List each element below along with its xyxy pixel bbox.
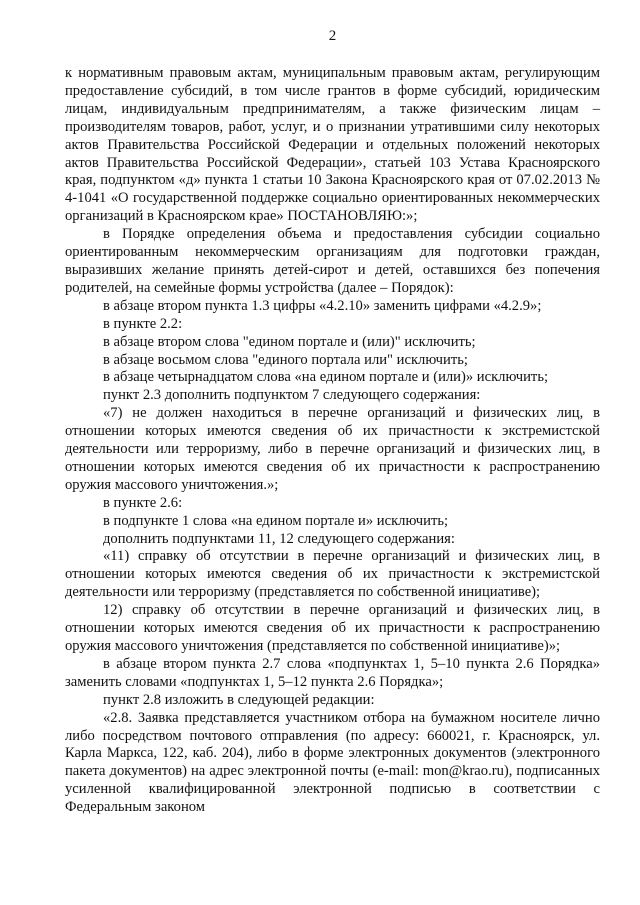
paragraph-item-2-8: пункт 2.8 изложить в следующей редакции:: [103, 691, 375, 708]
paragraph-procedure-intro: в Порядке определения объема и предоставления субсидии социально ориентированным некоммерческим организациям для подготовки граждан, выразивших желание принять детей-сирот и детей, оставшихся без попечения родителей, на семейные формы устройства (далее – Порядок):: [65, 226, 600, 296]
paragraph-subitem-7: «7) не должен находиться в перечне организаций и физических лиц, в отношении которых имеются сведения об их причастности к экстремистской деятельности или терроризму, либо в перечне организаций и физических лиц, в отношении которых имеются сведения об их причастности к распространению оружия массового уничтожения.»;: [65, 405, 600, 493]
paragraph-item-2-3: пункт 2.3 дополнить подпунктом 7 следующего содержания:: [103, 387, 481, 404]
document-body: [65, 65, 600, 817]
paragraph-item-2-2-abz8: в абзаце восьмом слова "единого портала или" исключить;: [103, 351, 468, 368]
paragraph-item-2-8-text: «2.8. Заявка представляется участником отбора на бумажном носителе лично либо посредством почтового отправления (по адресу: 660021, г. Красноярск, ул. Карла Маркса, 122, каб. 204), либо в форме электронных документов (электронного пакета документов) на адрес электронной почты (e-mail: mon@krao.ru), подписанных усиленной квалифицированной электронной подписью в соответствии с Федеральным законом: [65, 709, 600, 816]
page-number: 2: [328, 28, 337, 44]
paragraph-subitem-1: в подпункте 1 слова «на едином портале и» исключить;: [103, 512, 449, 529]
paragraph-add-subitems: дополнить подпунктами 11, 12 следующего содержания:: [103, 530, 455, 547]
paragraph-item-2-2: в пункте 2.2:: [103, 315, 183, 332]
paragraph-continuation: к нормативным правовым актам, муниципальным правовым актам, регулирующим предоставление субсидий, в том числе грантов в форме субсидий, юридическим лицам, индивидуальным предпринимателям, а также физическим лицам – производителям товаров, работ, услуг, и о признании утратившими силу некоторых актов Правительства Российской Федерации и отдельных положений некоторых актов Правительства Российской Федерации», статьей 103 Устава Красноярского края, подпунктом «д» пункта 1 статьи 10 Закона Красноярского края от 07.02.2013 № 4-1041 «О государственной поддержке социально ориентированных некоммерческих организаций в Красноярском крае» ПОСТАНОВЛЯЮ:»;: [65, 65, 600, 225]
paragraph-item-2-2-abz2: в абзаце втором слова "едином портале и (или)" исключить;: [103, 333, 476, 350]
paragraph-item-1-3: в абзаце втором пункта 1.3 цифры «4.2.10» заменить цифрами «4.2.9»;: [103, 297, 542, 314]
paragraph-item-2-6: в пункте 2.6:: [103, 494, 183, 511]
paragraph-item-2-7: в абзаце втором пункта 2.7 слова «подпунктах 1, 5–10 пункта 2.6 Порядка» заменить словами «подпунктах 1, 5–12 пункта 2.6 Порядка»;: [65, 655, 600, 690]
paragraph-item-2-2-abz14: в абзаце четырнадцатом слова «на едином портале и (или)» исключить;: [103, 369, 549, 386]
paragraph-subitem-12: 12) справку об отсутствии в перечне организаций и физических лиц, в отношении которых имеются сведения об их причастности к распространению оружия массового уничтожения (представляется по собственной инициативе)»;: [65, 602, 600, 654]
paragraph-subitem-11: «11) справку об отсутствии в перечне организаций и физических лиц, в отношении которых имеются сведения об их причастности к экстремистской деятельности или терроризму (представляется по собственной инициативе);: [65, 548, 600, 601]
